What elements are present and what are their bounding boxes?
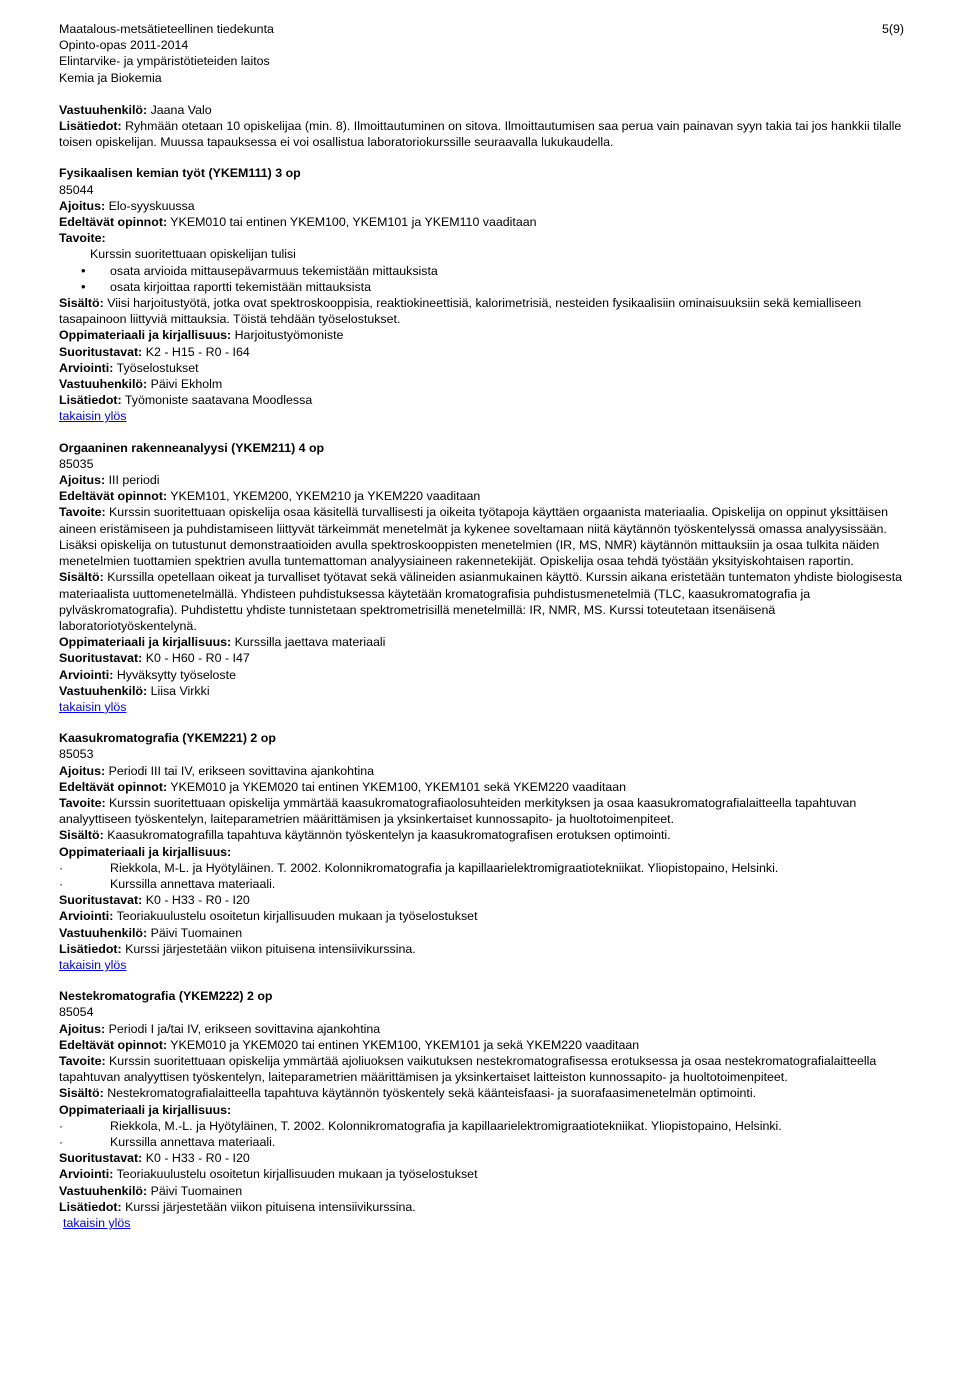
course-assessment: Arviointi: Työselostukset bbox=[59, 360, 199, 375]
list-item: • osata kirjoittaa raportti tekemistään mittauksista bbox=[110, 279, 904, 295]
course-goal-list bbox=[59, 263, 904, 295]
previous-course-tail bbox=[59, 102, 904, 151]
course-completion: Suoritustavat: K0 - H33 - R0 - I20 bbox=[59, 1151, 250, 1166]
course-completion: Suoritustavat: K2 - H15 - R0 - I64 bbox=[59, 344, 250, 359]
course-materials-label: Oppimateriaali ja kirjallisuus: bbox=[59, 1102, 232, 1117]
page-header bbox=[59, 21, 904, 86]
course-assessment: Arviointi: Hyväksytty työseloste bbox=[59, 667, 236, 682]
list-item: · Riekkola, M.-L. ja Hyötyläinen, T. 2002. Kolonnikromatografia ja kapillaarielektromigraatiotekniikat. Yliopistopaino, Helsinki. bbox=[110, 1118, 904, 1134]
course-references bbox=[59, 1118, 904, 1150]
list-item: · Kurssilla annettava materiaali. bbox=[110, 1134, 904, 1150]
course-responsible: Vastuuhenkilö: Liisa Virkki bbox=[59, 683, 210, 698]
course-title: Orgaaninen rakenneanalyysi (YKEM211) 4 op bbox=[59, 440, 325, 455]
course-timing: Ajoitus: Periodi I ja/tai IV, erikseen sovittavina ajankohtina bbox=[59, 1021, 381, 1036]
document-page bbox=[59, 21, 904, 1231]
course-assessment: Arviointi: Teoriakuulustelu osoitetun kirjallisuuden mukaan ja työselostukset bbox=[59, 909, 478, 924]
header-faculty: Maatalous-metsätieteellinen tiedekunta bbox=[59, 22, 274, 36]
course-responsible: Vastuuhenkilö: Päivi Tuomainen bbox=[59, 1183, 243, 1198]
course-title: Nestekromatografia (YKEM222) 2 op bbox=[59, 989, 273, 1004]
course-materials: Oppimateriaali ja kirjallisuus: Harjoitustyömoniste bbox=[59, 328, 344, 343]
course-code: 85044 bbox=[59, 182, 94, 197]
list-item: · Riekkola, M-L. ja Hyötyläinen. T. 2002. Kolonnikromatografia ja kapillaarielektromigraatiotekniikat. Yliopistopaino, Helsinki. bbox=[110, 860, 904, 876]
course-additional-info: Lisätiedot: Kurssi järjestetään viikon pituisena intensiivikurssina. bbox=[59, 941, 416, 956]
back-to-top-link[interactable]: takaisin ylös bbox=[59, 957, 127, 972]
course-code: 85053 bbox=[59, 747, 94, 762]
course-additional-info: Lisätiedot: Työmoniste saatavana Moodlessa bbox=[59, 393, 313, 408]
course-timing: Ajoitus: Elo-syyskuussa bbox=[59, 198, 195, 213]
header-department: Elintarvike- ja ympäristötieteiden laitos bbox=[59, 54, 270, 69]
course-responsible: Vastuuhenkilö: Päivi Tuomainen bbox=[59, 925, 243, 940]
course-goal-intro: Kurssin suoritettuaan opiskelijan tulisi bbox=[90, 247, 296, 262]
prev-responsible: Vastuuhenkilö: Jaana Valo bbox=[59, 102, 212, 117]
course-materials: Oppimateriaali ja kirjallisuus: Kurssilla jaettava materiaali bbox=[59, 635, 386, 650]
course-content: Sisältö: Kurssilla opetellaan oikeat ja turvalliset työtavat sekä välineiden asianmukainen käyttö. Kurssin aikana eristetään tuntematon yhdiste biologisesta materiaalista uuttomenetelmällä. Yhdisteen puhdistuksessa käytetään kromatografisia puhdistusmenetelmiä (TLC, kaasukromatografia ja pylväskromatografia). Puhdistettu yhdiste tunnistetaan spektrometrisillä menetelmillä: IR, NMR, MS. Kurssi toteutetaan itsenäisenä laboratoriotyöskentelynä. bbox=[59, 570, 903, 633]
course-prerequisites: Edeltävät opinnot: YKEM010 ja YKEM020 tai entinen YKEM100, YKEM101 sekä YKEM220 vaaditaan bbox=[59, 779, 627, 794]
course-materials-label: Oppimateriaali ja kirjallisuus: bbox=[59, 844, 232, 859]
course-ykem222 bbox=[59, 988, 904, 1231]
course-prerequisites: Edeltävät opinnot: YKEM010 tai entinen YKEM100, YKEM101 ja YKEM110 vaaditaan bbox=[59, 215, 537, 230]
back-to-top-link[interactable]: takaisin ylös bbox=[63, 1216, 131, 1231]
course-goal: Tavoite: Kurssin suoritettuaan opiskelija ymmärtää ajoliuoksen vaikutuksen nestekromatografisessa erotuksessa ja osaa nestekromatografialaitteella tapahtuvan analyyttisen työskentelyn, laiteparametrien määrittämisen ja yksinkertaiset laitteiston kunnossapito- ja huoltotoimenpiteet. bbox=[59, 1053, 877, 1085]
course-content: Sisältö: Viisi harjoitustyötä, jotka ovat spektroskooppisia, reaktiokineettisiä, kalorimetrisiä, nesteiden fysikaalisiin ominaisuuksiin sekä kemialliseen tasapainoon liittyviä mittauksia. Töistä tehdään työselostukset. bbox=[59, 296, 862, 327]
course-content: Sisältö: Nestekromatografialaitteella tapahtuva käytännön työskentely sekä käänteisfaasi- ja suorafaasimenetelmän optimointi. bbox=[59, 1086, 757, 1101]
page-number: 5(9) bbox=[881, 22, 904, 36]
course-timing: Ajoitus: Periodi III tai IV, erikseen sovittavina ajankohtina bbox=[59, 763, 374, 778]
course-additional-info: Lisätiedot: Kurssi järjestetään viikon pituisena intensiivikurssina. bbox=[59, 1199, 416, 1214]
course-goal-label: Tavoite: bbox=[59, 231, 106, 246]
course-ykem111 bbox=[59, 165, 904, 424]
back-to-top-link[interactable]: takaisin ylös bbox=[59, 699, 127, 714]
list-item: • osata arvioida mittausepävarmuus tekemistään mittauksista bbox=[110, 263, 904, 279]
prev-additional-info: Lisätiedot: Ryhmään otetaan 10 opiskelijaa (min. 8). Ilmoittautuminen on sitova. Ilmoittautumisen saa perua vain painavan syyn takia tai jos hankkii tilalle toisen opiskelijan. Muussa tapauksessa ei voi osallistua laboratoriokurssille seuraavalla lukukaudella. bbox=[59, 119, 902, 150]
course-responsible: Vastuuhenkilö: Päivi Ekholm bbox=[59, 377, 223, 392]
header-subject: Kemia ja Biokemia bbox=[59, 70, 162, 85]
course-completion: Suoritustavat: K0 - H60 - R0 - I47 bbox=[59, 651, 250, 666]
course-goal: Tavoite: Kurssin suoritettuaan opiskelija osaa käsitellä turvallisesti ja oikeita työtapoja käyttäen orgaanista materiaalia. Opiskelija on oppinut yksittäisen aineen eristämiseen ja puhdistamiseen liittyvät tärkeimmät menetelmät ja kykenee soveltamaan niitä käytännön työskentelyssä omassa analyysissään. Lisäksi opiskelija on tutustunut demonstraatioiden avulla spektroskooppisten menetelmien (IR, MS, NMR) käytännön mittauksiin ja osaa tulkita näiden menetelmien tuottamien spektrien avulla tuntemattoman analyysiaineen rakennetekijät. Opiskelija osaa tehdä työstään yksityiskohtaisen raportin. bbox=[59, 505, 889, 569]
course-assessment: Arviointi: Teoriakuulustelu osoitetun kirjallisuuden mukaan ja työselostukset bbox=[59, 1167, 478, 1182]
course-prerequisites: Edeltävät opinnot: YKEM010 ja YKEM020 tai entinen YKEM100, YKEM101 ja sekä YKEM220 vaaditaan bbox=[59, 1037, 640, 1052]
list-item: · Kurssilla annettava materiaali. bbox=[110, 876, 904, 892]
course-ykem211 bbox=[59, 440, 904, 715]
course-prerequisites: Edeltävät opinnot: YKEM101, YKEM200, YKEM210 ja YKEM220 vaaditaan bbox=[59, 489, 481, 504]
course-ykem221 bbox=[59, 730, 904, 973]
course-title: Kaasukromatografia (YKEM221) 2 op bbox=[59, 731, 276, 746]
course-references bbox=[59, 860, 904, 892]
back-to-top-link[interactable]: takaisin ylös bbox=[59, 409, 127, 424]
course-code: 85035 bbox=[59, 456, 94, 471]
course-code: 85054 bbox=[59, 1005, 94, 1020]
course-completion: Suoritustavat: K0 - H33 - R0 - I20 bbox=[59, 893, 250, 908]
course-title: Fysikaalisen kemian työt (YKEM111) 3 op bbox=[59, 166, 301, 181]
course-goal: Tavoite: Kurssin suoritettuaan opiskelija ymmärtää kaasukromatografiaolosuhteiden merkityksen ja osaa kaasukromatografialaitteella tapahtuvan analyyttiseen työskentelyn, laiteparametrien määrittämisen ja yksinkertaiset kunnossapito- ja huoltotoimenpiteet. bbox=[59, 795, 857, 827]
course-timing: Ajoitus: III periodi bbox=[59, 473, 160, 488]
course-content: Sisältö: Kaasukromatografilla tapahtuva käytännön työskentelyn ja kaasukromatografisen erotuksen optimointi. bbox=[59, 828, 671, 843]
header-guide: Opinto-opas 2011-2014 bbox=[59, 38, 189, 53]
